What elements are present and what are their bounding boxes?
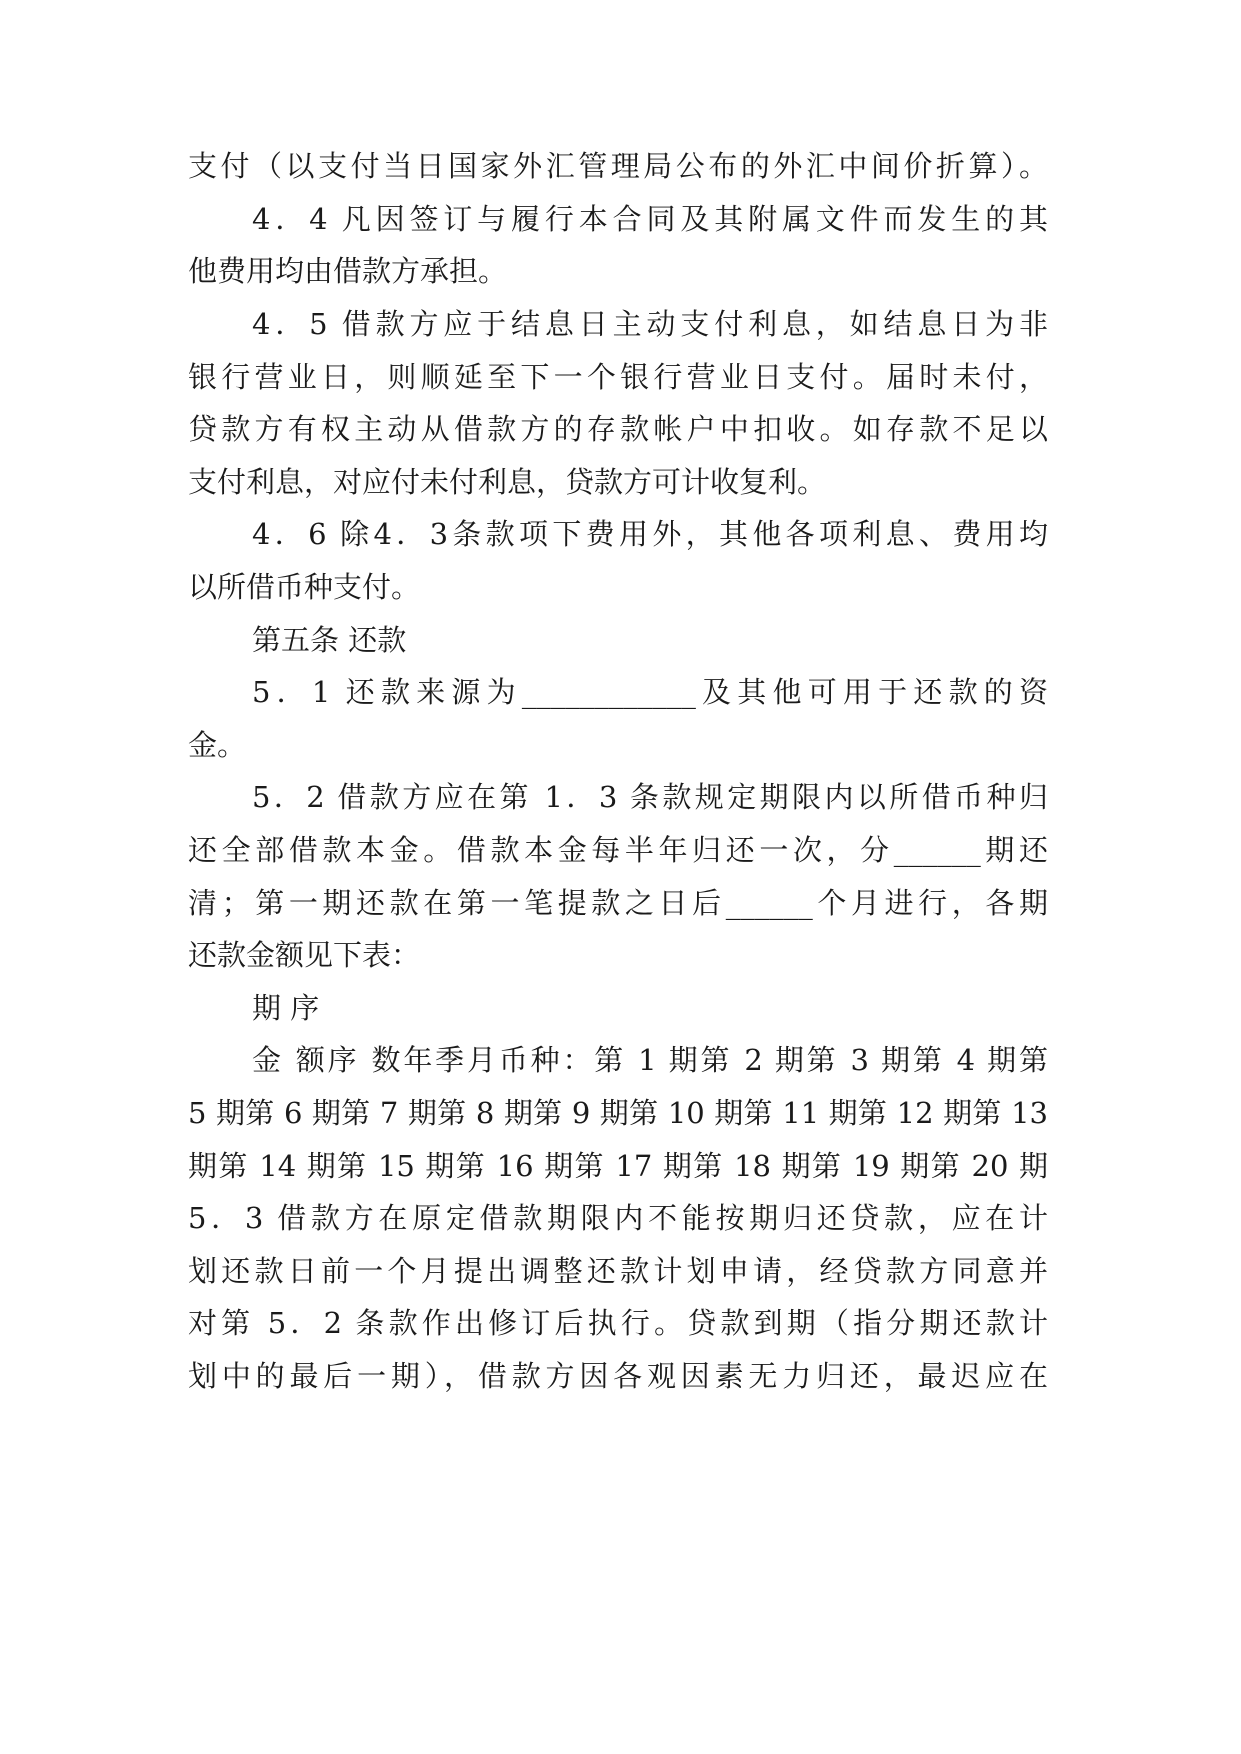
text-line: 金 额序 数年季月币种：第 1 期第 2 期第 3 期第 4 期第 <box>252 1043 1048 1077</box>
text-line: 金。 <box>188 728 247 762</box>
text-line: 还款金额见下表： <box>188 938 421 972</box>
text-line: 清；第一期还款在第一笔提款之日后______个月进行，各期 <box>188 886 1048 920</box>
text-line: 4．4 凡因签订与履行本合同及其附属文件而发生的其 <box>252 202 1048 236</box>
text-line: 支付利息，对应付未付利息，贷款方可计收复利。 <box>188 465 827 499</box>
text-line: 还全部借款本金。借款本金每半年归还一次，分______期还 <box>188 833 1048 867</box>
text-line: 贷款方有权主动从借款方的存款帐户中扣收。如存款不足以 <box>188 412 1048 446</box>
text-line: 5．3 借款方在原定借款期限内不能按期归还贷款，应在计 <box>188 1201 1048 1235</box>
text-line: 5．2 借款方应在第 1．3 条款规定期限内以所借币种归 <box>252 780 1048 814</box>
text-line: 期第 14 期第 15 期第 16 期第 17 期第 18 期第 19 期第 20 期 <box>188 1149 1048 1183</box>
text-line: 4．6 除4．3条款项下费用外，其他各项利息、费用均 <box>252 517 1048 551</box>
text-line: 划中的最后一期），借款方因各观因素无力归还，最迟应在 <box>188 1359 1048 1393</box>
text-line: 以所借币种支付。 <box>188 570 421 604</box>
table-heading: 期 序 <box>252 991 320 1025</box>
text-line: 支付（以支付当日国家外汇管理局公布的外汇中间价折算）。 <box>188 149 1048 183</box>
section-heading: 第五条 还款 <box>252 623 407 657</box>
text-line: 银行营业日，则顺延至下一个银行营业日支付。届时未付， <box>188 360 1048 394</box>
text-line: 4．5 借款方应于结息日主动支付利息，如结息日为非 <box>252 307 1048 341</box>
text-line: 5 期第 6 期第 7 期第 8 期第 9 期第 10 期第 11 期第 12 期第 13 <box>188 1096 1048 1130</box>
text-line: 划还款日前一个月提出调整还款计划申请，经贷款方同意并 <box>188 1254 1048 1288</box>
text-line: 对第 5．2 条款作出修订后执行。贷款到期（指分期还款计 <box>188 1306 1048 1340</box>
text-line: 5．1 还款来源为____________及其他可用于还款的资 <box>252 675 1048 709</box>
text-line: 他费用均由借款方承担。 <box>188 254 508 288</box>
